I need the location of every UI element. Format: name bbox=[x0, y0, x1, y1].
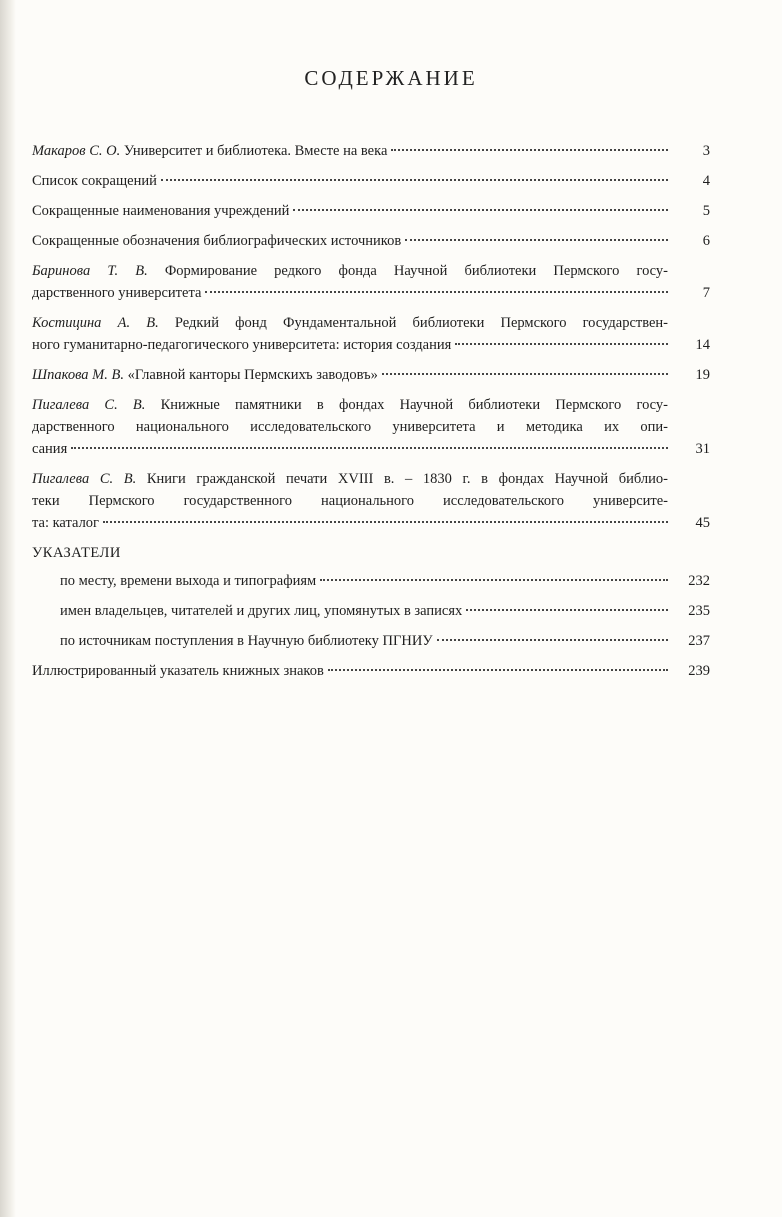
index-entry-title: по источникам поступления в Научную библиотеку ПГНИУ bbox=[60, 633, 433, 649]
toc-entry-page: 19 bbox=[695, 367, 710, 383]
dot-leader bbox=[161, 179, 668, 181]
toc-entry-title-line: теки Пермского государственного национального исследовательского университе- bbox=[32, 493, 668, 509]
dot-leader bbox=[103, 521, 668, 523]
index-heading: УКАЗАТЕЛИ bbox=[32, 545, 121, 561]
index-entry-title: имен владельцев, читателей и других лиц, упомянутых в записях bbox=[60, 603, 463, 619]
toc-entry-author: Макаров С. О. bbox=[32, 143, 121, 159]
toc-entry-page: 31 bbox=[695, 441, 710, 457]
toc-entry-final[interactable] bbox=[32, 660, 710, 682]
toc-entry-page: 3 bbox=[702, 143, 710, 159]
toc-entry-title-line: Редкий фонд Фундаментальной библиотеки Пермского государствен- bbox=[174, 315, 668, 331]
toc-entry-author: Пигалева С. В. bbox=[32, 471, 137, 487]
dot-leader bbox=[320, 579, 668, 581]
toc-entry-title-line: Книги гражданской печати XVIII в. – 1830 г. в фондах Научной библио- bbox=[146, 471, 668, 487]
toc-entry-title-line: Формирование редкого фонда Научной библиотеки Пермского госу- bbox=[164, 263, 669, 279]
toc-entry-title: Сокращенные обозначения библиографических источников bbox=[32, 233, 402, 249]
index-entry-page: 237 bbox=[688, 633, 710, 649]
toc-entry-page: 14 bbox=[695, 337, 710, 353]
dot-leader bbox=[293, 209, 668, 211]
dot-leader bbox=[455, 343, 668, 345]
toc-entry[interactable] bbox=[32, 170, 710, 192]
toc-entry-title: Иллюстрированный указатель книжных знаков bbox=[32, 663, 324, 679]
index-entry-page: 232 bbox=[688, 573, 710, 589]
toc-entry-page: 239 bbox=[688, 663, 710, 679]
toc-entry[interactable] bbox=[32, 468, 710, 534]
dot-leader bbox=[405, 239, 668, 241]
toc-entry[interactable] bbox=[32, 140, 710, 162]
index-entry-page: 235 bbox=[688, 603, 710, 619]
index-entry[interactable] bbox=[32, 630, 710, 652]
toc-entry-title: Сокращенные наименования учреждений bbox=[32, 203, 290, 219]
book-spine-shadow bbox=[0, 0, 16, 1217]
toc-entry-author: Шпакова М. В. bbox=[32, 367, 124, 383]
toc-entry-page: 4 bbox=[702, 173, 710, 189]
toc-entry-title: «Главной канторы Пермскихъ заводовъ» bbox=[127, 367, 378, 383]
toc-entry-page: 5 bbox=[702, 203, 710, 219]
toc-entry[interactable] bbox=[32, 312, 710, 356]
toc-entry-page: 7 bbox=[702, 285, 710, 301]
toc-entries bbox=[32, 140, 710, 534]
toc-entry-title-line: Книжные памятники в фондах Научной библиотеки Пермского госу- bbox=[160, 397, 668, 413]
toc-entry-title: Университет и библиотека. Вместе на века bbox=[123, 143, 388, 159]
dot-leader bbox=[205, 291, 668, 293]
dot-leader bbox=[466, 609, 668, 611]
dot-leader bbox=[437, 639, 668, 641]
toc-entry-author: Баринова Т. В. bbox=[32, 263, 148, 279]
toc-entry-author: Костицина А. В. bbox=[32, 315, 159, 331]
toc-entry-title: Список сокращений bbox=[32, 173, 157, 189]
dot-leader bbox=[328, 669, 668, 671]
toc-entry-title: та: каталог bbox=[32, 515, 99, 531]
index-entry-title: по месту, времени выхода и типографиям bbox=[60, 573, 317, 589]
toc-entry-author: Пигалева С. В. bbox=[32, 397, 146, 413]
toc-entry[interactable] bbox=[32, 364, 710, 386]
page-title: СОДЕРЖАНИЕ bbox=[304, 66, 478, 90]
toc-entry[interactable] bbox=[32, 394, 710, 460]
toc-entry-title: сания bbox=[32, 441, 68, 457]
toc-entry-page: 45 bbox=[695, 515, 710, 531]
toc-entry-title: дарственного университета bbox=[32, 285, 202, 301]
toc-entry-title: ного гуманитарно-педагогического университета: история создания bbox=[32, 337, 452, 353]
table-of-contents bbox=[32, 140, 710, 690]
toc-entry-title-line: дарственного национального исследовательского университета и методика их опи- bbox=[32, 419, 668, 435]
toc-entry[interactable] bbox=[32, 260, 710, 304]
toc-entry-page: 6 bbox=[702, 233, 710, 249]
index-entry[interactable] bbox=[32, 570, 710, 592]
index-entry[interactable] bbox=[32, 600, 710, 622]
toc-entry[interactable] bbox=[32, 200, 710, 222]
dot-leader bbox=[71, 447, 668, 449]
index-entries bbox=[32, 570, 710, 652]
dot-leader bbox=[391, 149, 668, 151]
dot-leader bbox=[382, 373, 668, 375]
toc-entry[interactable] bbox=[32, 230, 710, 252]
